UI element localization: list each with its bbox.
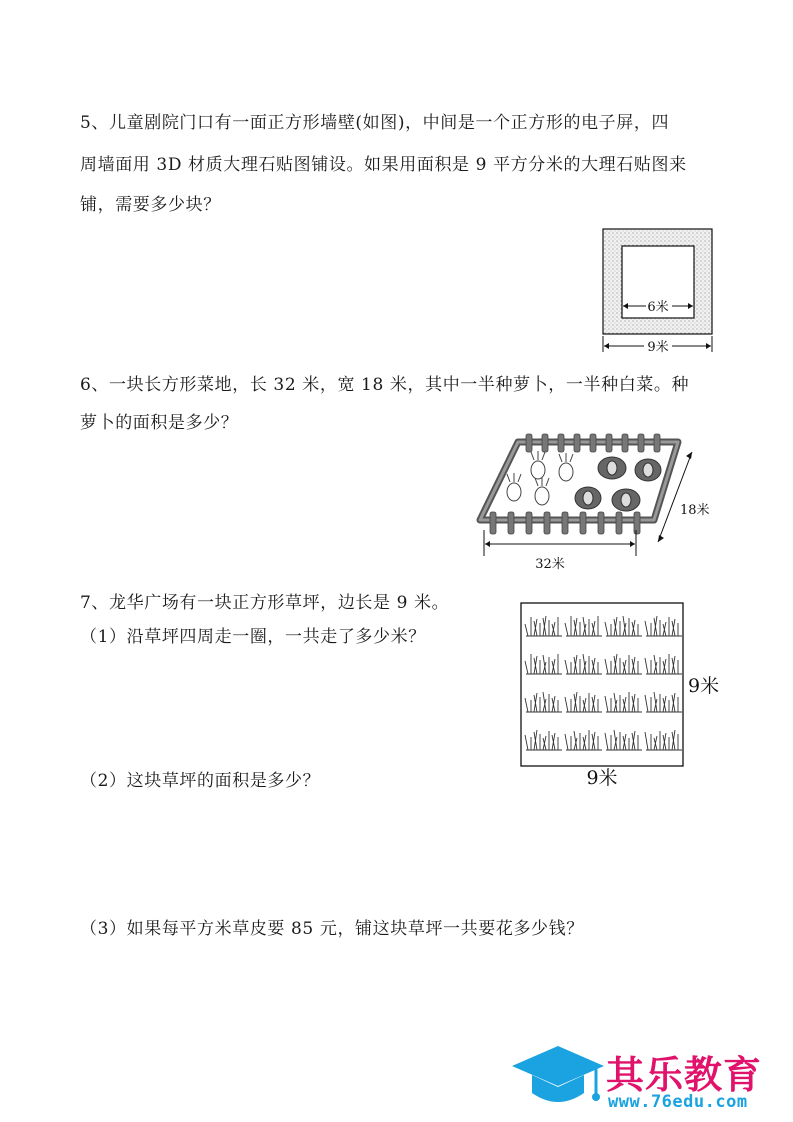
lawn-square — [521, 603, 683, 766]
brand-title: 其乐教育 — [606, 1053, 763, 1097]
q7-part-2: （2）这块草坪的面积是多少？ — [80, 771, 321, 791]
q7-title: 7、龙华广场有一块正方形草坪，边长是 9 米。 — [80, 593, 450, 613]
q7-lawn-figure — [516, 600, 726, 794]
q6-line-1: 6、一块长方形菜地，长 32 米，宽 18 米，其中一半种萝卜，一半种白菜。种 — [80, 375, 690, 395]
q6-garden-figure — [466, 432, 726, 572]
q5-line-2: 周墙面用 3D 材质大理石贴图铺设。如果用面积是 9 平方分米的大理石贴图来 — [80, 155, 687, 175]
q5-line-1: 5、儿童剧院门口有一面正方形墙壁(如图)，中间是一个正方形的电子屏，四 — [80, 113, 670, 133]
outer-size-label: 9米 — [647, 340, 669, 355]
q5-line-3: 铺，需要多少块？ — [80, 195, 221, 215]
brand-url: www.76edu.com — [608, 1092, 748, 1112]
brand-logo — [510, 1040, 793, 1122]
q7-part-1: （1）沿草坪四周走一圈，一共走了多少米？ — [80, 627, 426, 647]
q5-wall-figure — [596, 224, 720, 356]
width-label: 18米 — [680, 503, 710, 518]
lawn-bottom-label: 9米 — [586, 767, 618, 789]
length-label: 32米 — [535, 557, 565, 572]
inner-size-label: 6米 — [647, 300, 669, 315]
q7-part-3: （3）如果每平方米草皮要 85 元，铺这块草坪一共要花多少钱？ — [80, 919, 584, 939]
graduation-cap-icon — [510, 1042, 606, 1112]
q6-line-2: 萝卜的面积是多少？ — [80, 413, 239, 433]
lawn-side-label: 9米 — [688, 675, 720, 697]
